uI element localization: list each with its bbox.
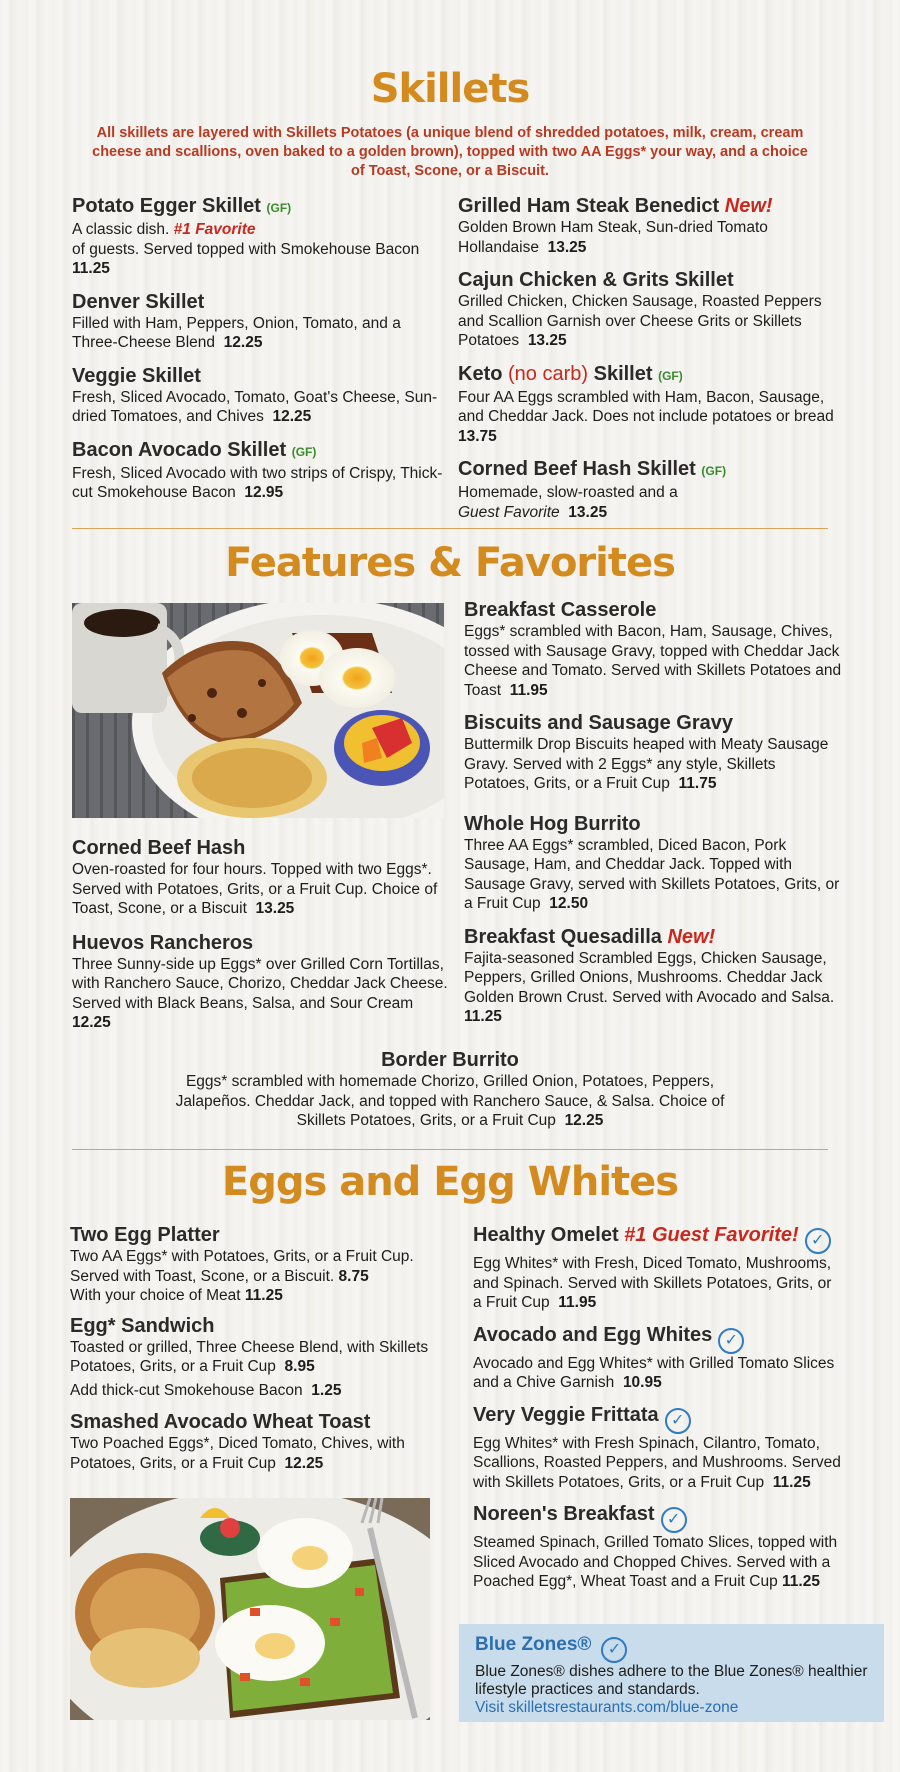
item-price-2: 11.25 [244,1287,283,1304]
item-name: Very Veggie Frittata [473,1403,659,1426]
item-name: Smashed Avocado Wheat Toast [70,1411,371,1433]
item-desc: Four AA Eggs scrambled with Ham, Bacon, Sausage, and Cheddar Jack. Does not include potatoes or bread [458,388,834,425]
gf-badge: (GF) [701,464,727,478]
item-desc: Avocado and Egg Whites* with Grilled Tomato Slices and a Chive Garnish [473,1354,835,1391]
blue-zones-check-icon: ✓ [661,1507,687,1533]
item-price: 13.25 [527,332,567,349]
gf-badge: (GF) [291,444,317,459]
blue-zones-link[interactable]: Visit skilletsrestaurants.com/blue-zone [475,1699,739,1716]
item-price: 11.25 [72,260,110,277]
skillets-intro: All skillets are layered with Skillets Potatoes (a unique blend of shredded potatoes, milk, cream, cream cheese and scallions, oven baked to a golden brown), topped with two AA Eggs* your way, and a choice of Toast, Scone, or a Biscuit. [92,125,808,179]
breakfast-plate-image [72,603,444,818]
item-price: 13.25 [547,238,587,256]
item-desc: Three Sunny-side up Eggs* over Grilled Corn Tortillas, with Ranchero Sauce, Chorizo, Cheddar Jack Cheese. Served with Black Beans, Salsa, and Sour Cream [72,955,448,1012]
item-desc: Egg Whites* with Fresh Spinach, Cilantro, Tomato, Scallions, Roasted Peppers, and Mushrooms. Served with Skillets Potatoes, Grits, or a Fruit Cup [473,1434,841,1491]
menu-item [458,194,838,257]
blue-zones-check-icon: ✓ [601,1637,627,1663]
item-price: 12.25 [72,1014,111,1031]
item-price: 11.75 [678,775,717,792]
item-price: 10.95 [622,1374,662,1391]
item-desc: Eggs* scrambled with homemade Chorizo, Grilled Onion, Potatoes, Peppers, Jalapeños. Cheddar Jack, and topped with Ranchero Sauce, & Salsa. Choice of Skillets Potatoes, Grits, or a Fruit Cup [175,1073,725,1129]
skillets-left-column [72,194,450,514]
item-desc-2: With your choice of Meat [70,1287,241,1304]
item-desc: A classic dish. [72,221,170,238]
item-price: 12.25 [284,1454,324,1472]
item-desc: Eggs* scrambled with Bacon, Ham, Sausage, Chives, tossed with Sausage Gravy, topped with Cheddar Jack Cheese and Tomato. Served with Skillets Potatoes and Toast [464,623,842,699]
item-desc: Golden Brown Ham Steak, Sun-dried Tomato Hollandaise [458,219,768,256]
gf-badge: (GF) [266,201,292,215]
item-name: Two Egg Platter [70,1224,220,1246]
item-desc: Three AA Eggs* scrambled, Diced Bacon, Pork Sausage, Ham, and Cheddar Jack. Topped with Sausage Gravy, served with Skillets Potatoes, Grits, or a Fruit Cup [464,836,840,912]
breakfast-plate-photo [72,603,444,818]
menu-item [473,1323,843,1393]
skillets-title: Skillets [370,66,530,112]
menu-item [72,836,452,919]
item-price: 11.25 [782,1573,820,1590]
item-price: 13.25 [568,503,608,521]
item-price: 8.95 [284,1358,315,1375]
item-name: Huevos Rancheros [72,931,254,954]
item-name: Veggie Skillet [72,364,201,387]
menu-item [473,1502,843,1592]
blue-zones-box [459,1624,884,1722]
item-name: Breakfast Quesadilla [464,925,662,948]
menu-item [70,1314,455,1401]
menu-item [458,362,838,447]
menu-item [72,290,450,353]
item-price: 12.50 [549,895,589,912]
item-name: Potato Egger Skillet [72,195,261,217]
blue-zones-check-icon: ✓ [665,1408,691,1434]
item-name: Bacon Avocado Skillet [72,438,287,461]
item-name: Breakfast Casserole [464,599,657,621]
item-desc: Homemade, slow-roasted and a [458,484,678,501]
item-name: Cajun Chicken & Grits Skillet [458,269,734,291]
menu-item [464,812,844,914]
eggs-left-column [70,1223,455,1484]
menu-item [72,194,450,279]
features-title: Features & Favorites [225,540,675,586]
item-desc: Fajita-seasoned Scrambled Eggs, Chicken Sausage, Peppers, Grilled Onions, Mushrooms. Cheddar Jack Golden Brown Crust. Served with Avocado and Salsa. [464,949,835,1006]
item-name: Corned Beef Hash [72,837,246,859]
favorite-tag: #1 Favorite [173,221,256,238]
features-center-item [150,1048,750,1131]
menu-item [72,438,450,503]
item-price: 11.95 [509,681,548,699]
item-name: Keto [458,362,503,385]
item-desc: Oven-roasted for four hours. Topped with two Eggs*. Served with Potatoes, Grits, or a Fruit Cup. Choice of Toast, Scone, or a Biscuit [72,861,438,917]
menu-item [458,457,838,522]
item-price-2: 1.25 [311,1381,342,1399]
item-desc: Steamed Spinach, Grilled Tomato Slices, topped with Sliced Avocado and Chopped Chives. Served with a Poached Egg*, Wheat Toast and a Fruit Cup [473,1534,838,1590]
menu-item [464,925,844,1027]
menu-item [464,711,844,794]
new-tag: New! [667,925,716,948]
section-divider [72,1149,828,1150]
item-desc-2: of guests. Served topped with Smokehouse Bacon [72,240,420,258]
item-name: Corned Beef Hash Skillet [458,458,696,480]
item-price: 12.25 [272,408,312,425]
blue-zones-check-icon: ✓ [805,1228,831,1254]
item-price: 12.25 [564,1112,604,1129]
item-name: Denver Skillet [72,290,205,313]
item-name: Noreen's Breakfast [473,1503,655,1525]
skillets-right-column [458,194,838,533]
item-desc: Fresh, Sliced Avocado, Tomato, Goat's Cheese, Sun-dried Tomatoes, and Chives [72,388,438,425]
item-name: Border Burrito [381,1049,519,1071]
menu-item [70,1223,455,1306]
menu-item [473,1403,843,1493]
guest-favorite-tag: Guest Favorite [458,503,560,521]
eggs-right-column [473,1223,843,1603]
item-name: Whole Hog Burrito [464,812,641,835]
blue-zones-text: Blue Zones® dishes adhere to the Blue Zones® healthier lifestyle practices and standards. [475,1663,868,1698]
item-desc: Two AA Eggs* with Potatoes, Grits, or a Fruit Cup. Served with Toast, Scone, or a Biscuit. [70,1248,414,1285]
item-name: Avocado and Egg Whites [473,1323,713,1346]
item-price: 12.25 [223,334,263,351]
item-price: 8.75 [338,1267,369,1285]
features-left-column [72,836,452,1044]
item-desc: Toasted or grilled, Three Cheese Blend, with Skillets Potatoes, Grits, or a Fruit Cup [70,1338,429,1375]
menu-item [72,931,452,1033]
item-price: 11.95 [558,1294,597,1311]
menu-item [458,268,838,351]
item-desc: Egg Whites* with Fresh, Diced Tomato, Mushrooms, and Spinach. Served with Skillets Potatoes, Grits, or a Fruit Cup [473,1255,832,1311]
favorite-tag: #1 Guest Favorite! [624,1224,799,1246]
menu-item [464,598,844,700]
item-name: Egg* Sandwich [70,1314,215,1337]
menu-item [72,364,450,427]
item-desc: Filled with Ham, Peppers, Onion, Tomato, and a Three-Cheese Blend [72,314,401,351]
blue-zones-title: Blue Zones® [475,1634,592,1655]
item-desc: Grilled Chicken, Chicken Sausage, Roasted Peppers and Scallion Garnish over Cheese Grits or Skillets Potatoes [458,293,822,349]
avocado-toast-photo [70,1498,430,1720]
item-price: 11.25 [464,1008,502,1025]
item-price: 13.25 [255,900,295,917]
item-price: 11.25 [772,1473,811,1491]
item-desc: Fresh, Sliced Avocado with two strips of Crispy, Thick-cut Smokehouse Bacon [72,464,443,501]
eggs-title: Eggs and Egg Whites [221,1159,679,1205]
new-tag: New! [724,195,773,217]
item-name: Grilled Ham Steak Benedict [458,195,720,217]
item-price: 13.75 [458,427,497,445]
item-name: Healthy Omelet [473,1224,619,1246]
item-desc-2: Add thick-cut Smokehouse Bacon [70,1381,303,1399]
section-divider [72,528,828,529]
gf-badge: (GF) [658,368,683,383]
avocado-toast-image [70,1498,430,1720]
item-desc: Two Poached Eggs*, Diced Tomato, Chives, with Potatoes, Grits, or a Fruit Cup [70,1435,405,1472]
item-name: Biscuits and Sausage Gravy [464,712,734,734]
menu-item [473,1223,843,1313]
menu-item [70,1410,455,1473]
features-right-column [464,598,844,1038]
no-carb-tag: (no carb) [508,362,589,385]
blue-zones-check-icon: ✓ [718,1328,744,1354]
item-price: 12.95 [244,484,284,501]
item-name-2: Skillet [593,362,653,385]
item-desc: Buttermilk Drop Biscuits heaped with Meaty Sausage Gravy. Served with 2 Eggs* any style, Skillets Potatoes, Grits, or a Fruit Cup [464,736,829,792]
